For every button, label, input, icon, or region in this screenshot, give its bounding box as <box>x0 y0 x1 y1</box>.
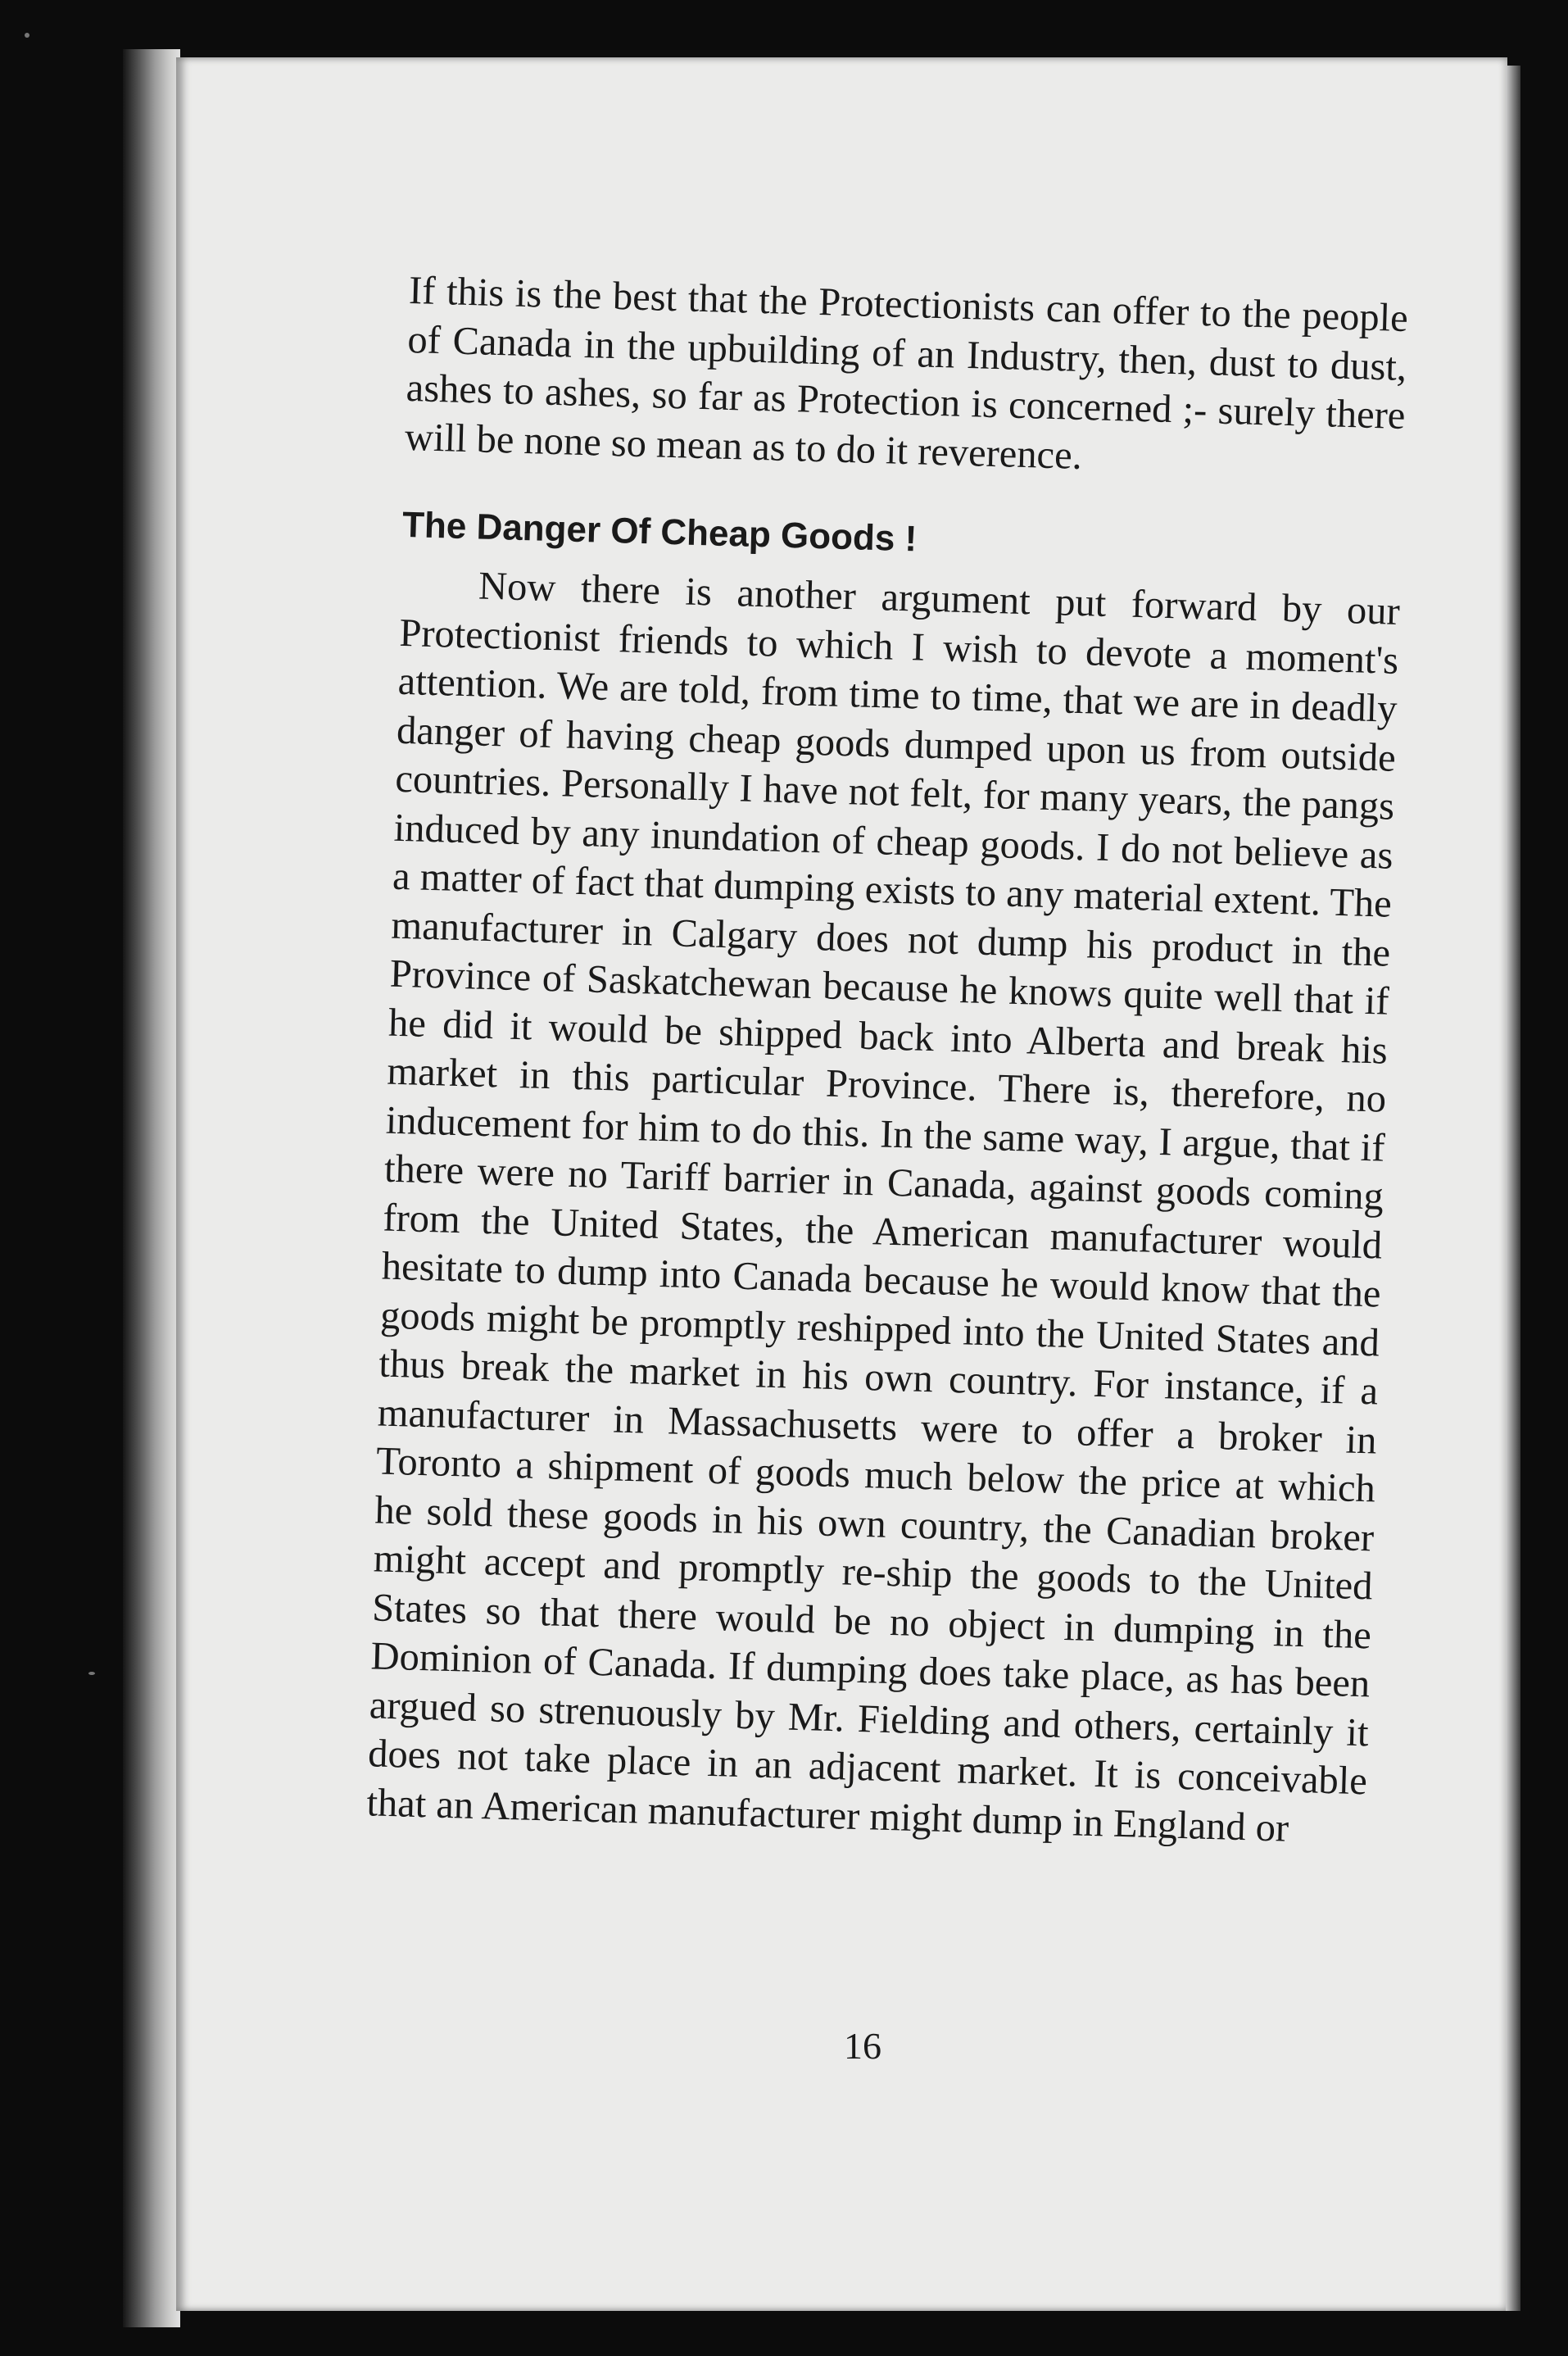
section-heading: The Danger Of Cheap Goods ! <box>401 504 918 560</box>
book-spine-edge <box>123 49 180 2327</box>
intro-paragraph: If this is the best that the Protectionists can offer to the people of Canada in the upbuilding of an Industry, then, dust to dust, ashes to ashes, so far as Protection is concerned ;- surely there will be none so mean as to do it reverence. <box>404 268 1409 478</box>
page-text <box>366 266 1409 1854</box>
film-speck <box>25 33 29 38</box>
page-number: 16 <box>844 2025 881 2067</box>
body-paragraph: Now there is another argument put forward by our Protectionist friends to which I wish to devote a moment's attention. We are told, from time to time, that we are in deadly danger of having cheap goods dumped upon us from outside countries. Personally I have not felt, for many years, the pangs induced by any inundation of cheap goods. I do not believe as a matter of fact that dumping exists to any material extent. The manufacturer in Calgary does not dump his product in the Province of Saskatchewan because he knows quite well that if he did it would be shipped back into Alberta and break his market in this particular Province. There is, therefore, no inducement for him to do this. In the same way, I argue, that if there were no Tariff barrier in Canada, against goods coming from the United States, the American manufacturer would hesitate to dump into Canada because he would know that the goods might be promptly reshipped into the United States and thus break the market in his own country. For instance, if a manufacturer in Massachusetts were to offer a broker in Toronto a shipment of goods much below the price at which he sold these goods in his own country, the Canadian broker might accept and promptly re-ship the goods to the United States so that there would be no object in dumping in the Dominion of Canada. If dumping does take place, as has been argued so strenuously by Mr. Fielding and others, certainly it does not take place in an adjacent market. It is conceivable that an American manufacturer might dump in England or <box>365 564 1401 1850</box>
page-right-edge <box>1506 66 1520 2311</box>
film-speck <box>88 1672 95 1675</box>
